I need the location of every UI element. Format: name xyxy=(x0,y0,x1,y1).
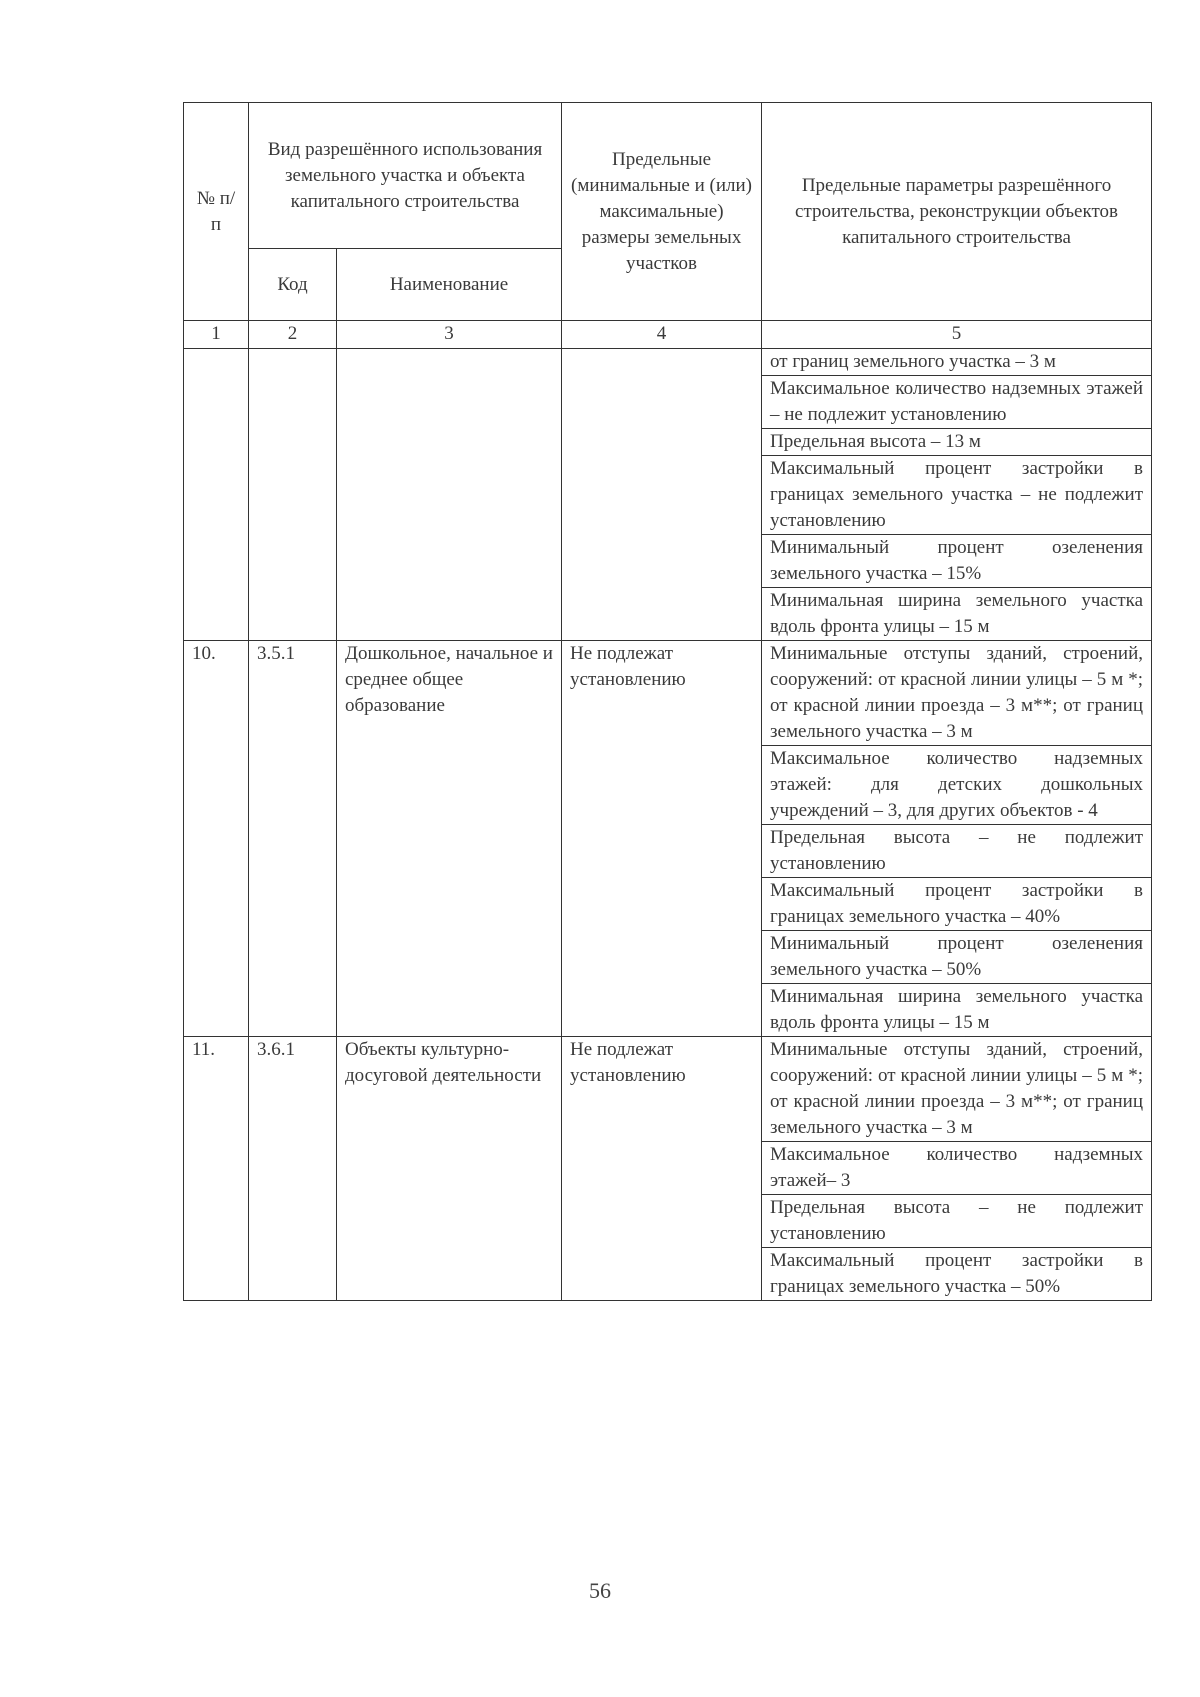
param-item: Максимальное количество надземных этажей – не подлежит установлению xyxy=(762,376,1151,429)
col-number-2: 2 xyxy=(249,321,337,349)
param-item: Минимальная ширина земельного участка вдоль фронта улицы – 15 м xyxy=(770,986,1144,1033)
header-parameters: Предельные параметры разрешённого строительства, реконструкции объектов капитального строительства xyxy=(762,103,1152,321)
row-size xyxy=(562,349,762,641)
header-code: Код xyxy=(249,249,337,321)
row-size: Не подлежат установлению xyxy=(562,641,762,1037)
header-number: № п/п xyxy=(184,103,249,321)
param-item: от границ земельного участка – 3 м xyxy=(762,349,1151,376)
col-number-5: 5 xyxy=(762,321,1152,349)
table-row xyxy=(184,641,1152,1037)
row-params xyxy=(762,349,1152,641)
row-params xyxy=(762,1037,1152,1301)
row-number: 11. xyxy=(184,1037,249,1301)
row-code: 3.6.1 xyxy=(249,1037,337,1301)
row-name: Дошкольное, начальное и среднее общее образование xyxy=(337,641,562,1037)
param-item: Максимальный процент застройки в границах земельного участка – 40% xyxy=(762,878,1151,931)
row-number xyxy=(184,349,249,641)
param-item: Минимальные отступы зданий, строений, сооружений: от красной линии улицы – 5 м *; от красной линии проезда – 3 м**; от границ земельного участка – 3 м xyxy=(762,641,1151,746)
row-code xyxy=(249,349,337,641)
param-item: Минимальные отступы зданий, строений, сооружений: от красной линии улицы – 5 м *; от красной линии проезда – 3 м**; от границ земельного участка – 3 м xyxy=(762,1037,1151,1142)
param-item: Максимальный процент застройки в границах земельного участка – не подлежит установлению xyxy=(762,456,1151,535)
page-number: 56 xyxy=(589,1578,611,1603)
row-number: 10. xyxy=(184,641,249,1037)
header-plot-size: Предельные (минимальные и (или) максимальные) размеры земельных участков xyxy=(562,103,762,321)
header-name: Наименование xyxy=(337,249,562,321)
col-number-1: 1 xyxy=(184,321,249,349)
row-name xyxy=(337,349,562,641)
zoning-table xyxy=(183,102,1152,1301)
row-code: 3.5.1 xyxy=(249,641,337,1037)
row-size: Не подлежат установлению xyxy=(562,1037,762,1301)
param-item: Максимальное количество надземных этажей: для детских дошкольных учреждений – 3, для других объектов - 4 xyxy=(762,746,1151,825)
param-item: Минимальный процент озеленения земельного участка – 15% xyxy=(762,535,1151,588)
param-item: Минимальная ширина земельного участка вдоль фронта улицы – 15 м xyxy=(770,590,1144,637)
table-row xyxy=(184,1037,1152,1301)
table-row xyxy=(184,349,1152,641)
row-name: Объекты культурно-досуговой деятельности xyxy=(337,1037,562,1301)
param-item: Минимальный процент озеленения земельного участка – 50% xyxy=(762,931,1151,984)
header-use-type: Вид разрешённого использования земельного участка и объекта капитального строительства xyxy=(249,103,562,249)
col-number-4: 4 xyxy=(562,321,762,349)
param-item: Максимальное количество надземных этажей– 3 xyxy=(762,1142,1151,1195)
row-params xyxy=(762,641,1152,1037)
param-item: Максимальный процент застройки в границах земельного участка – 50% xyxy=(770,1250,1144,1297)
param-item: Предельная высота – 13 м xyxy=(762,429,1151,456)
param-item: Предельная высота – не подлежит установлению xyxy=(762,825,1151,878)
param-item: Предельная высота – не подлежит установлению xyxy=(762,1195,1151,1248)
col-number-3: 3 xyxy=(337,321,562,349)
